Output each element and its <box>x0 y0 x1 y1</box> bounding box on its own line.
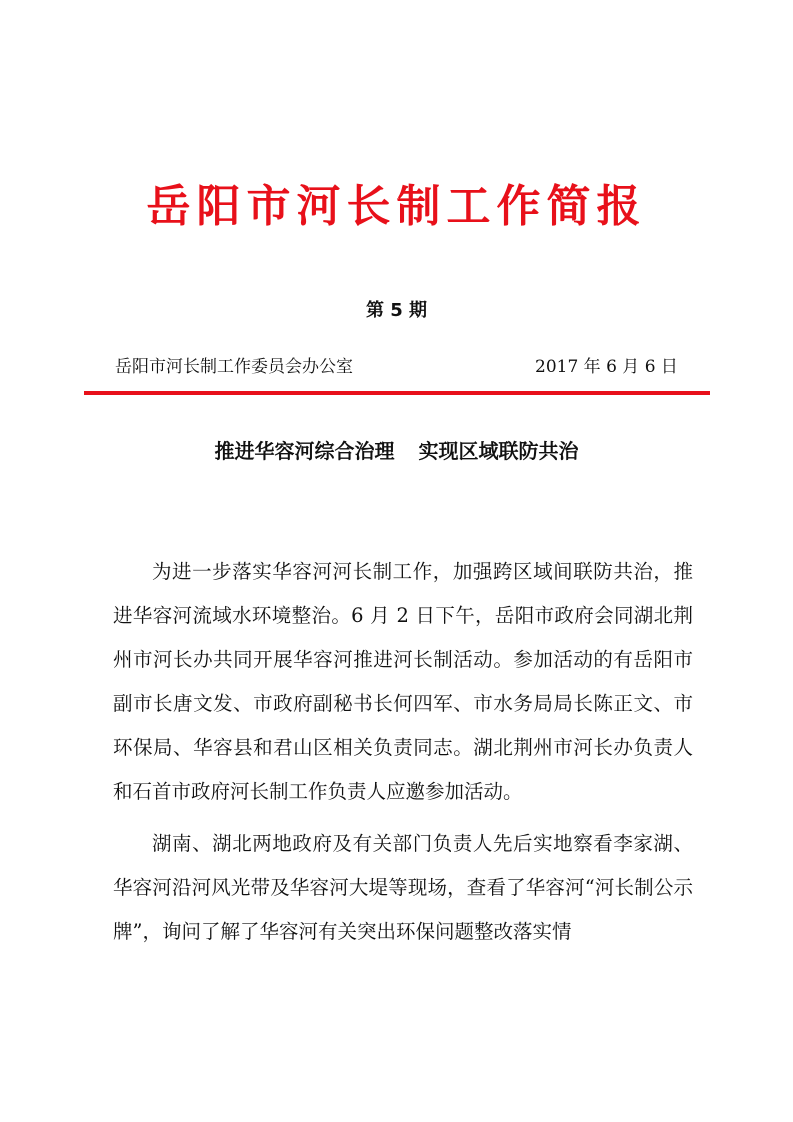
issuing-office: 岳阳市河长制工作委员会办公室 <box>115 357 353 377</box>
body-paragraph: 湖南、湖北两地政府及有关部门负责人先后实地察看李家湖、华容河沿河风光带及华容河大堤等现场，查看了华容河“河长制公示牌”，询问了解了华容河有关突出环保问题整改落实情 <box>113 832 693 943</box>
issue-date: 2017 年 6 月 6 日 <box>535 357 678 377</box>
issue-number: 第 5 期 <box>365 300 428 321</box>
masthead-title: 岳阳市河长制工作简报 <box>146 181 647 232</box>
article-title-part2: 实现区域联防共治 <box>418 439 579 463</box>
article-body <box>113 550 693 962</box>
body-paragraph: 为进一步落实华容河河长制工作，加强跨区域间联防共治，推进华容河流域水环境整治。6 月 2 日下午，岳阳市政府会同湖北荆州市河长办共同开展华容河推进河长制活动。参加活动的有岳阳市副市长唐文发、市政府副秘书长何四军、市水务局局长陈正文、市环保局、华容县和君山区相关负责同志。湖北荆州市河长办负责人和石首市政府河长制工作负责人应邀参加活动。 <box>113 560 693 803</box>
article-title <box>0 434 793 468</box>
red-divider-line <box>84 391 710 395</box>
article-title-part1: 推进华容河综合治理 <box>214 439 395 463</box>
